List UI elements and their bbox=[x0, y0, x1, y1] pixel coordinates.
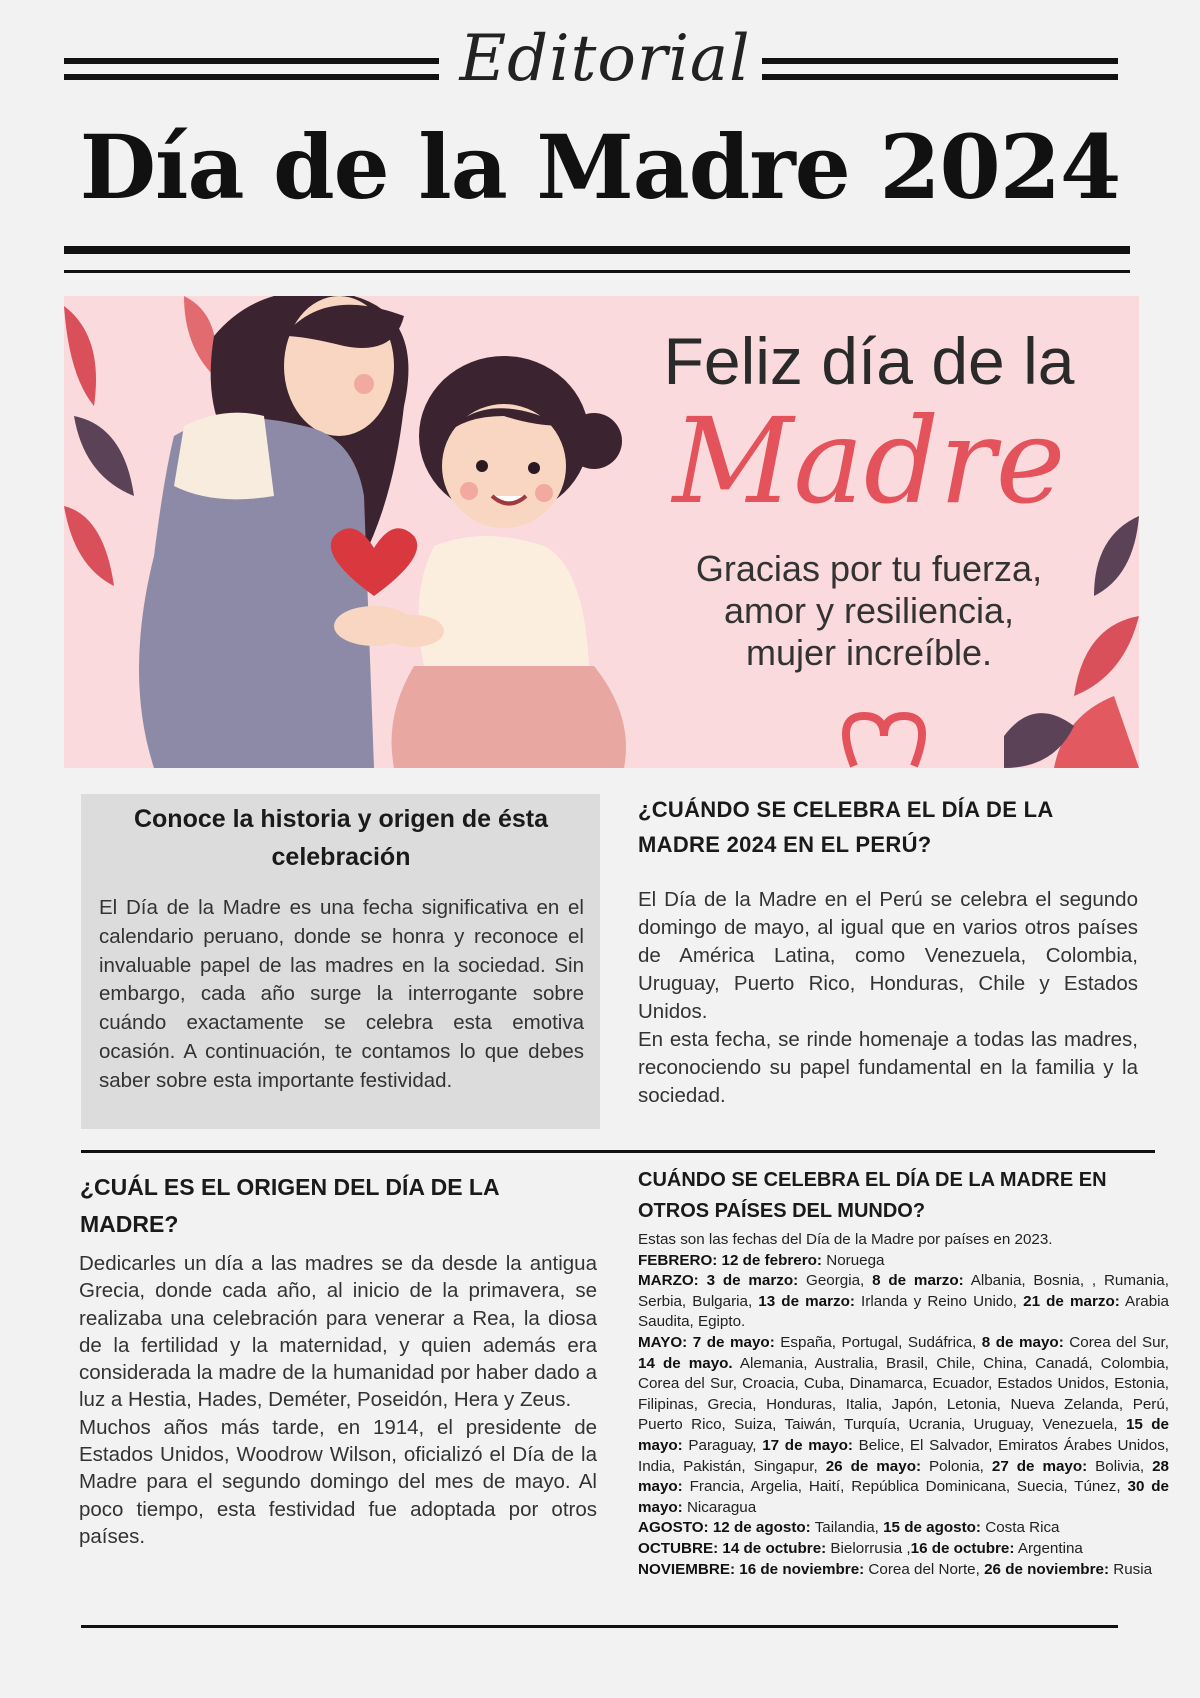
date-label: 14 de mayo. bbox=[638, 1354, 733, 1372]
date-label: 15 de mayo: bbox=[638, 1416, 1169, 1454]
world-heading: CUÁNDO SE CELEBRA EL DÍA DE LA MADRE EN OTROS PAÍSES DEL MUNDO? bbox=[638, 1169, 1107, 1222]
peru-heading: ¿CUÁNDO SE CELEBRA EL DÍA DE LA MADRE 2024 EN EL PERÚ? bbox=[638, 797, 1053, 857]
title-rule-thick bbox=[64, 246, 1130, 254]
date-label: 21 de marzo: bbox=[1023, 1292, 1120, 1310]
banner-message-line: amor y resiliencia, bbox=[723, 590, 1015, 631]
editorial-kicker: Editorial bbox=[459, 22, 751, 96]
country-list: Corea del Norte, bbox=[864, 1560, 985, 1578]
month-entry-october bbox=[638, 1539, 1169, 1560]
date-label: 16 de noviembre: bbox=[739, 1560, 865, 1578]
country-list: Costa Rica bbox=[981, 1519, 1060, 1537]
month-label: MARZO: bbox=[638, 1272, 699, 1290]
page-title: Día de la Madre 2024 bbox=[79, 115, 1121, 219]
date-label: 28 mayo: bbox=[638, 1457, 1169, 1496]
country-list: Francia, Argelia, Haití, República Dominicana, Suecia, Túnez, bbox=[682, 1478, 1128, 1496]
world-dates-list bbox=[638, 1230, 1169, 1580]
origin-paragraph: Muchos años más tarde, en 1914, el presidente de Estados Unidos, Woodrow Wilson, oficializó el Día de la Madre para el segundo domingo del mes de mayo. Al poco tiempo, esta festividad fue adoptada por otros países. bbox=[79, 1415, 597, 1548]
country-list: Bielorrusia , bbox=[826, 1539, 911, 1557]
country-list: Rusia bbox=[1109, 1560, 1153, 1578]
month-label: NOVIEMBRE: bbox=[638, 1560, 736, 1578]
banner-madre-script: Madre bbox=[672, 392, 1066, 530]
country-list: Georgia, bbox=[798, 1272, 873, 1290]
date-label: 8 de mayo: bbox=[981, 1333, 1064, 1351]
country-list: Irlanda y Reino Unido, bbox=[854, 1292, 1024, 1310]
history-heading: Conoce la historia y origen de ésta celebración bbox=[133, 805, 548, 871]
country-list: Nicaragua bbox=[682, 1498, 757, 1516]
banner-message-line: mujer increíble. bbox=[745, 632, 993, 673]
date-label: 12 de agosto: bbox=[712, 1519, 811, 1537]
month-entry-march bbox=[638, 1271, 1169, 1333]
country-list: Belice, El Salvador, Emiratos Árabes Unidos, India, Pakistán, Singapur, bbox=[638, 1436, 1170, 1475]
country-list: Alemania, Australia, Brasil, Chile, China, Canadá, Colombia, Corea del Sur, Croacia, Cuba, Dinamarca, Ecuador, Estados Unidos, Estonia, Filipinas, Grecia, Honduras, Italia, Japón, Letonia, Nueva Zelanda, Perú, Puerto Rico, Suiza, Taiwán, Turquía, Ucrania, Uruguay, Venezuela, bbox=[638, 1354, 1169, 1434]
country-list: España, Portugal, Sudáfrica, bbox=[774, 1333, 982, 1351]
date-label: 27 de mayo: bbox=[991, 1457, 1088, 1475]
country-list: Arabia Saudita, Egipto. bbox=[638, 1292, 1169, 1331]
date-label: 14 de octubre: bbox=[722, 1539, 827, 1557]
peru-paragraph: En esta fecha, se rinde homenaje a todas las madres, reconociendo su papel fundamental en la familia y la sociedad. bbox=[638, 1028, 1138, 1107]
header-rule-right-top bbox=[762, 58, 1118, 64]
date-label: 13 de marzo: bbox=[758, 1292, 855, 1310]
country-list: Bolivia, bbox=[1087, 1457, 1153, 1475]
header-rule-left-top bbox=[64, 58, 439, 64]
month-entry-august bbox=[638, 1518, 1169, 1539]
history-box bbox=[81, 794, 600, 1129]
country-list: Polonia, bbox=[921, 1457, 992, 1475]
origin-paragraph: Dedicarles un día a las madres se da desde la antigua Grecia, donde cada año, al inicio de la primavera, se realizaba una celebración para venerar a Rea, la diosa de la fertilidad y la maternidad, y quien además era considerada la madre de la humanidad por haber dado a luz a Hestia, Hades, Deméter, Poseidón, Hera y Zeus. bbox=[79, 1252, 597, 1412]
month-label: OCTUBRE: bbox=[638, 1539, 719, 1557]
peru-body bbox=[638, 886, 1138, 1110]
month-entry-november bbox=[638, 1560, 1169, 1581]
month-label: FEBRERO: bbox=[638, 1251, 718, 1269]
date-label: 30 de mayo: bbox=[638, 1478, 1169, 1516]
date-label: 3 de marzo: bbox=[706, 1272, 799, 1290]
banner-message bbox=[624, 548, 1114, 674]
world-intro: Estas son las fechas del Día de la Madre por países en 2023. bbox=[638, 1231, 1053, 1248]
country-list: Argentina bbox=[1014, 1539, 1083, 1557]
date-label: 17 de mayo: bbox=[762, 1436, 853, 1454]
date-label: 26 de mayo: bbox=[825, 1457, 922, 1475]
country-list: Tailandia, bbox=[810, 1519, 884, 1537]
header-rule-left-bottom bbox=[64, 74, 439, 80]
date-label: 7 de mayo: bbox=[692, 1333, 775, 1351]
history-body: El Día de la Madre es una fecha significativa en el calendario peruano, donde se honra y reconoce el invaluable papel de las madres en la sociedad. Sin embargo, cada año surge la interrogante sobre cuándo exactamente se celebra esta emotiva ocasión. A continuación, te contamos lo que debes saber sobre esta importante festividad. bbox=[99, 896, 584, 1092]
section-divider bbox=[81, 1150, 1155, 1153]
banner-greeting-line: Feliz día de la bbox=[663, 324, 1075, 398]
month-entry-may bbox=[638, 1333, 1169, 1518]
date-label: 26 de noviembre: bbox=[984, 1560, 1109, 1578]
footer-rule bbox=[81, 1625, 1118, 1628]
origin-body bbox=[79, 1250, 597, 1550]
hero-banner bbox=[64, 296, 1139, 768]
date-label: 15 de agosto: bbox=[883, 1519, 981, 1537]
month-label: AGOSTO: bbox=[638, 1519, 709, 1537]
month-label: MAYO: bbox=[638, 1333, 688, 1351]
country-list: Noruega bbox=[822, 1251, 885, 1269]
country-list: Albania, Bosnia, , Rumania, Serbia, Bulgaria, bbox=[638, 1272, 1169, 1310]
peru-paragraph: El Día de la Madre en el Perú se celebra el segundo domingo de mayo, al igual que en varios otros países de América Latina, como Venezuela, Colombia, Uruguay, Puerto Rico, Honduras, Chile y Estados Unidos. bbox=[638, 888, 1138, 1023]
country-list: Paraguay, bbox=[682, 1436, 763, 1454]
banner-message-line: Gracias por tu fuerza, bbox=[695, 548, 1043, 589]
header-rule-right-bottom bbox=[762, 74, 1118, 80]
origin-heading: ¿CUÁL ES EL ORIGEN DEL DÍA DE LA MADRE? bbox=[80, 1174, 499, 1237]
country-list: Corea del Sur, bbox=[1063, 1333, 1169, 1351]
date-label: 8 de marzo: bbox=[872, 1272, 964, 1290]
title-rule-thin bbox=[64, 270, 1130, 273]
date-label: 16 de octubre: bbox=[910, 1539, 1015, 1557]
month-entry-february bbox=[638, 1251, 1169, 1272]
date-label: 12 de febrero: bbox=[721, 1251, 822, 1269]
